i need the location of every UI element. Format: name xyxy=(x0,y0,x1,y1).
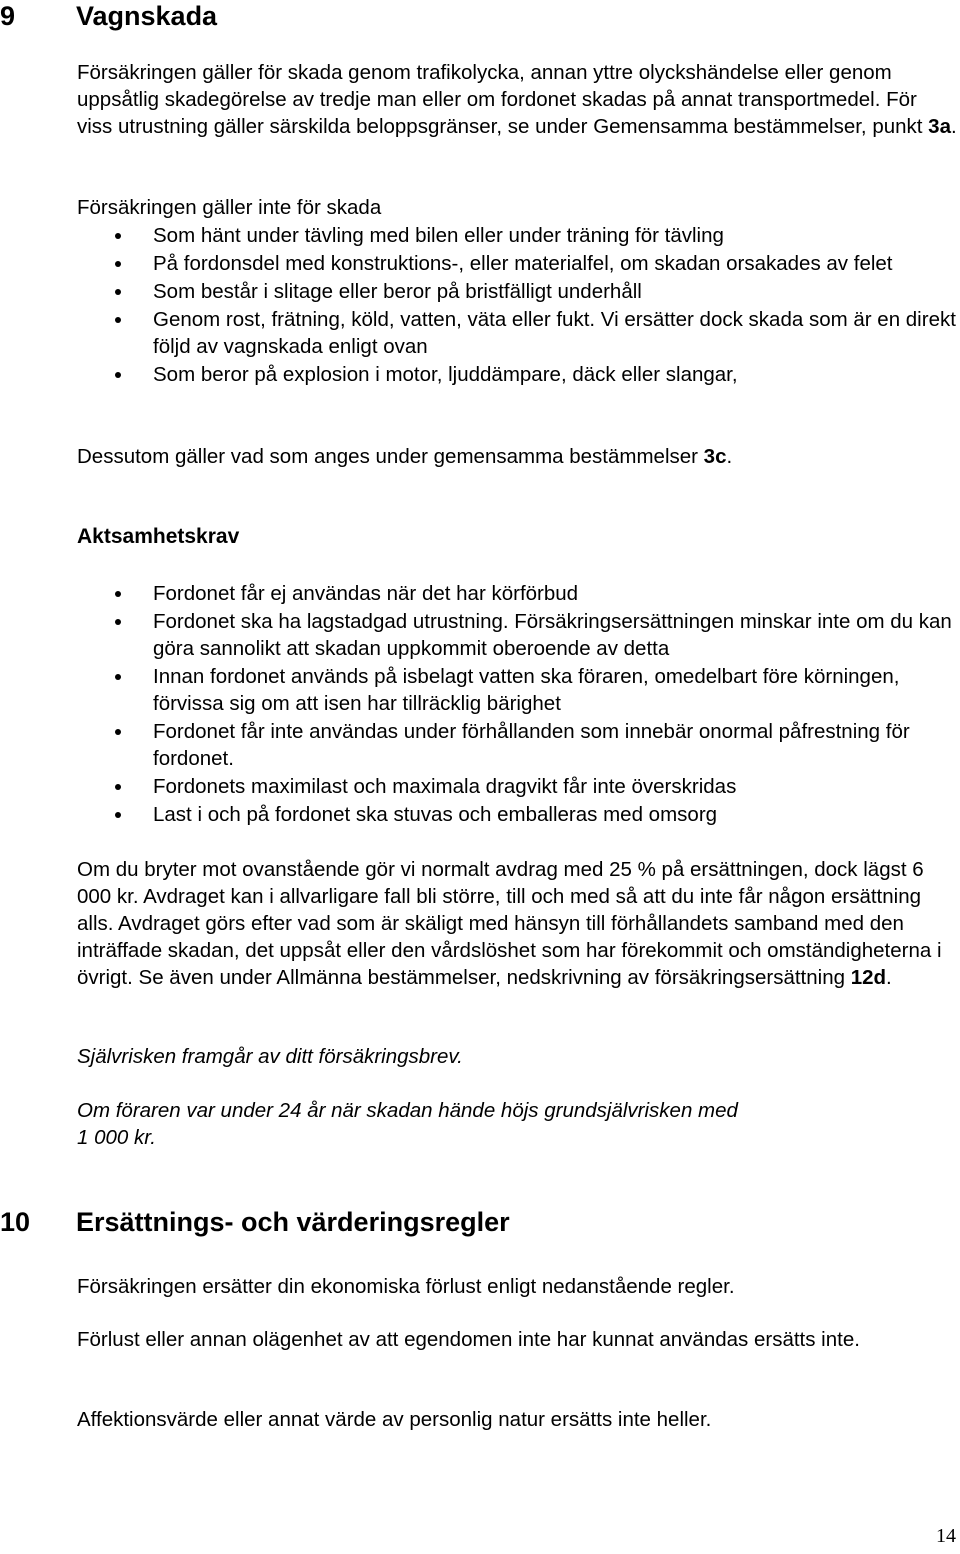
bullet-icon xyxy=(115,233,121,239)
exclusions-list xyxy=(77,222,957,388)
bullet-icon xyxy=(115,784,121,790)
also-reference: 3c xyxy=(703,445,727,468)
list-item xyxy=(77,222,957,249)
section-9-title: Vagnskada xyxy=(76,1,218,31)
young-driver-text: Om föraren var under 24 år när skadan hände höjs grundsjälvrisken med xyxy=(77,1099,738,1122)
also-applies xyxy=(77,443,957,470)
bullet-icon xyxy=(115,261,121,267)
bullet-icon xyxy=(115,289,121,295)
list-item-text: Som hänt under tävling med bilen eller under träning för tävling xyxy=(153,224,724,247)
breach-paragraph xyxy=(77,856,957,991)
section-10-paragraph-2: Förlust eller annan olägenhet av att egendomen inte har kunnat användas ersätts inte. xyxy=(77,1328,860,1351)
list-item xyxy=(77,361,957,388)
intro-end: . xyxy=(950,115,957,138)
section-10-paragraph-1: Försäkringen ersätter din ekonomiska förlust enligt nedanstående regler. xyxy=(77,1275,735,1298)
list-item-text: Fordonet får ej användas när det har körförbud xyxy=(153,582,579,605)
list-item xyxy=(77,250,957,277)
list-item-text: På fordonsdel med konstruktions-, eller materialfel, om skadan orsakades av felet xyxy=(153,252,893,275)
young-driver-note xyxy=(77,1097,957,1151)
list-item-text: Last i och på fordonet ska stuvas och emballeras med omsorg xyxy=(153,803,718,826)
list-item-text: Som beror på explosion i motor, ljuddämpare, däck eller slangar, xyxy=(153,363,738,386)
section-9-intro xyxy=(77,59,957,140)
deductible-note: Självrisken framgår av ditt försäkringsbrev. xyxy=(77,1045,463,1068)
section-9-number: 9 xyxy=(0,1,16,31)
section-10-paragraph-3: Affektionsvärde eller annat värde av personlig natur ersätts inte heller. xyxy=(77,1408,712,1431)
section-9-heading xyxy=(0,0,217,32)
list-item xyxy=(77,773,957,800)
list-item-text: Fordonet ska ha lagstadgad utrustning. Försäkringsersättningen minskar inte om du kan göra sannolikt att skadan uppkommit oberoende av detta xyxy=(153,610,952,660)
section-10-number: 10 xyxy=(0,1207,31,1237)
bullet-icon xyxy=(115,317,121,323)
list-item xyxy=(77,278,957,305)
breach-reference: 12d xyxy=(850,966,887,989)
also-text: Dessutom gäller vad som anges under gemensamma bestämmelser xyxy=(77,445,704,468)
list-item xyxy=(77,580,957,607)
intro-reference: 3a xyxy=(928,115,951,138)
list-item-text: Genom rost, frätning, köld, vatten, väta eller fukt. Vi ersätter dock skada som är en direkt följd av vagnskada enligt ovan xyxy=(153,308,956,358)
section-10-heading xyxy=(0,1206,510,1238)
bullet-icon xyxy=(115,372,121,378)
list-item-text: Som består i slitage eller beror på bristfälligt underhåll xyxy=(153,280,642,303)
list-item xyxy=(77,801,957,828)
list-item xyxy=(77,306,957,360)
page-number: 14 xyxy=(936,1525,956,1547)
list-item xyxy=(77,663,957,717)
bullet-icon xyxy=(115,729,121,735)
list-item-text: Fordonet får inte användas under förhållanden som innebär onormal påfrestning för fordonet. xyxy=(153,720,910,770)
list-item-text: Innan fordonet används på isbelagt vatten ska föraren, omedelbart före körningen, förvissa sig om att isen har tillräcklig bärighet xyxy=(153,665,900,715)
list-item-text: Fordonets maximilast och maximala dragvikt får inte överskridas xyxy=(153,775,737,798)
intro-text: Försäkringen gäller för skada genom trafikolycka, annan yttre olyckshändelse eller genom uppsåtlig skadegörelse av tredje man eller om fordonet skadas på annat transportmedel. För viss utrustning gäller särskilda beloppsgränser, se under Gemensamma bestämmelser, punkt xyxy=(77,61,929,138)
breach-text: Om du bryter mot ovanstående gör vi normalt avdrag med 25 % på ersättningen, dock lägst 6 000 kr. Avdraget kan i allvarligare fall bli större, till och med så att du inte får någon ersättning alls. Avdraget görs efter vad som är skäligt med hänsyn till förhållandets samband med den inträffade skadan, det uppsåt eller den vårdslöshet som har förekommit och omständigheterna i övrigt. Se även under Allmänna bestämmelser, nedskrivning av försäkringsersättning xyxy=(77,858,942,989)
exclusions-lead: Försäkringen gäller inte för skada xyxy=(77,196,382,219)
bullet-icon xyxy=(115,619,121,625)
list-item xyxy=(77,718,957,772)
section-10-title: Ersättnings- och värderingsregler xyxy=(76,1207,510,1237)
also-end: . xyxy=(726,445,733,468)
list-item xyxy=(77,608,957,662)
breach-end: . xyxy=(886,966,892,989)
bullet-icon xyxy=(115,812,121,818)
young-driver-amount: 1 000 kr. xyxy=(77,1126,157,1149)
care-heading: Aktsamhetskrav xyxy=(77,525,240,548)
care-list xyxy=(77,580,957,828)
bullet-icon xyxy=(115,674,121,680)
bullet-icon xyxy=(115,591,121,597)
